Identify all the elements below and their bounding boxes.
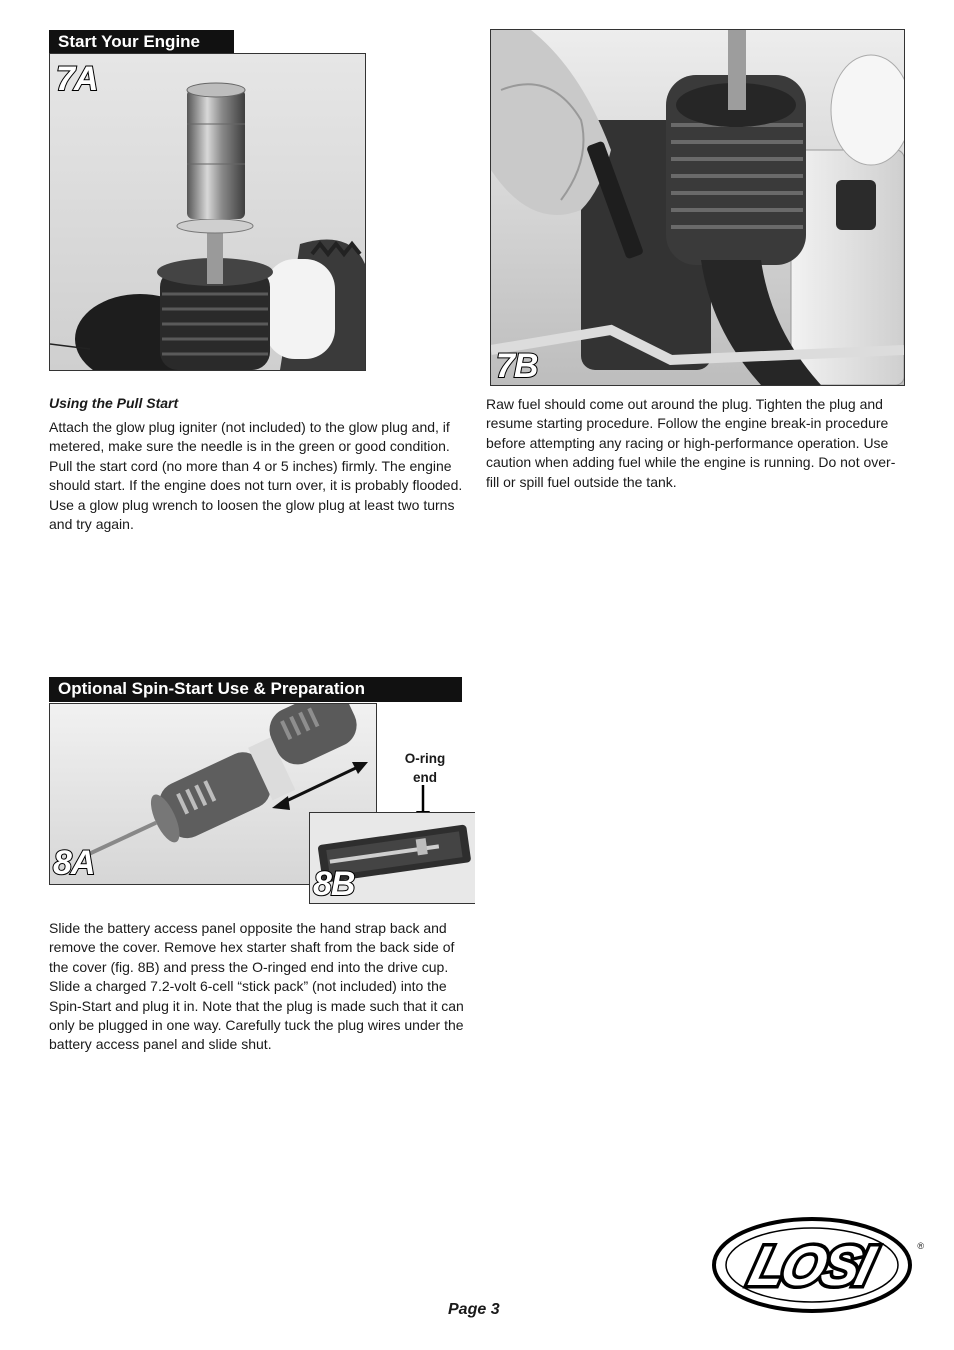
section-header-spin-start: Optional Spin-Start Use & Preparation (49, 677, 462, 702)
photo-7b (490, 29, 905, 386)
registered-mark: ® (917, 1241, 924, 1251)
pull-start-instructions: Attach the glow plug igniter (not included) to the glow plug and, if metered, make sure the needle is in the green or good condition. Pull the start cord (no more than 4 or 5 inches) firmly. The engine should start. If the engine does not turn over, it is probably flooded. Use a glow plug wrench to loosen the glow plug at least two turns and try again. (49, 419, 463, 533)
losi-logo-icon (712, 1215, 924, 1315)
glow-plug-wrench-illustration (491, 30, 904, 385)
figure-label-7b: 7B (496, 347, 538, 385)
losi-logo (712, 1215, 924, 1315)
page-number: Page 3 (448, 1301, 500, 1318)
fuel-plug-instructions: Raw fuel should come out around the plug. Tighten the plug and resume starting procedure. Follow the engine break-in procedure before attempting any racing or high-performance operation. Use caution when adding fuel while the engine is running. Do not over-fill or spill fuel outside the tank. (486, 396, 896, 490)
figure-label-7a: 7A (56, 60, 98, 98)
glow-igniter-illustration (50, 54, 365, 370)
subheading-pull-start: Using the Pull Start (49, 395, 179, 411)
photo-7a (49, 53, 366, 371)
o-ring-end-callout: O-ring end (404, 751, 446, 785)
figure-label-8b: 8B (313, 865, 355, 903)
spin-start-instructions: Slide the battery access panel opposite the hand strap back and remove the cover. Remove hex starter shaft from the back side of the cover (fig. 8B) and press the O-ringed end into the drive cup. Slide a charged 7.2-volt 6-cell “stick pack” (not included) into the Spin-Start and plug it in. Note that the plug is made such that it can only be plugged in one way. Carefully tuck the plug wires under the battery access panel and slide shut. (49, 920, 464, 1053)
figure-label-8a: 8A (53, 844, 95, 882)
section-header-start-engine: Start Your Engine (49, 30, 234, 54)
logo-wordmark: LOSI (743, 1235, 878, 1298)
photo-8b (309, 812, 475, 904)
